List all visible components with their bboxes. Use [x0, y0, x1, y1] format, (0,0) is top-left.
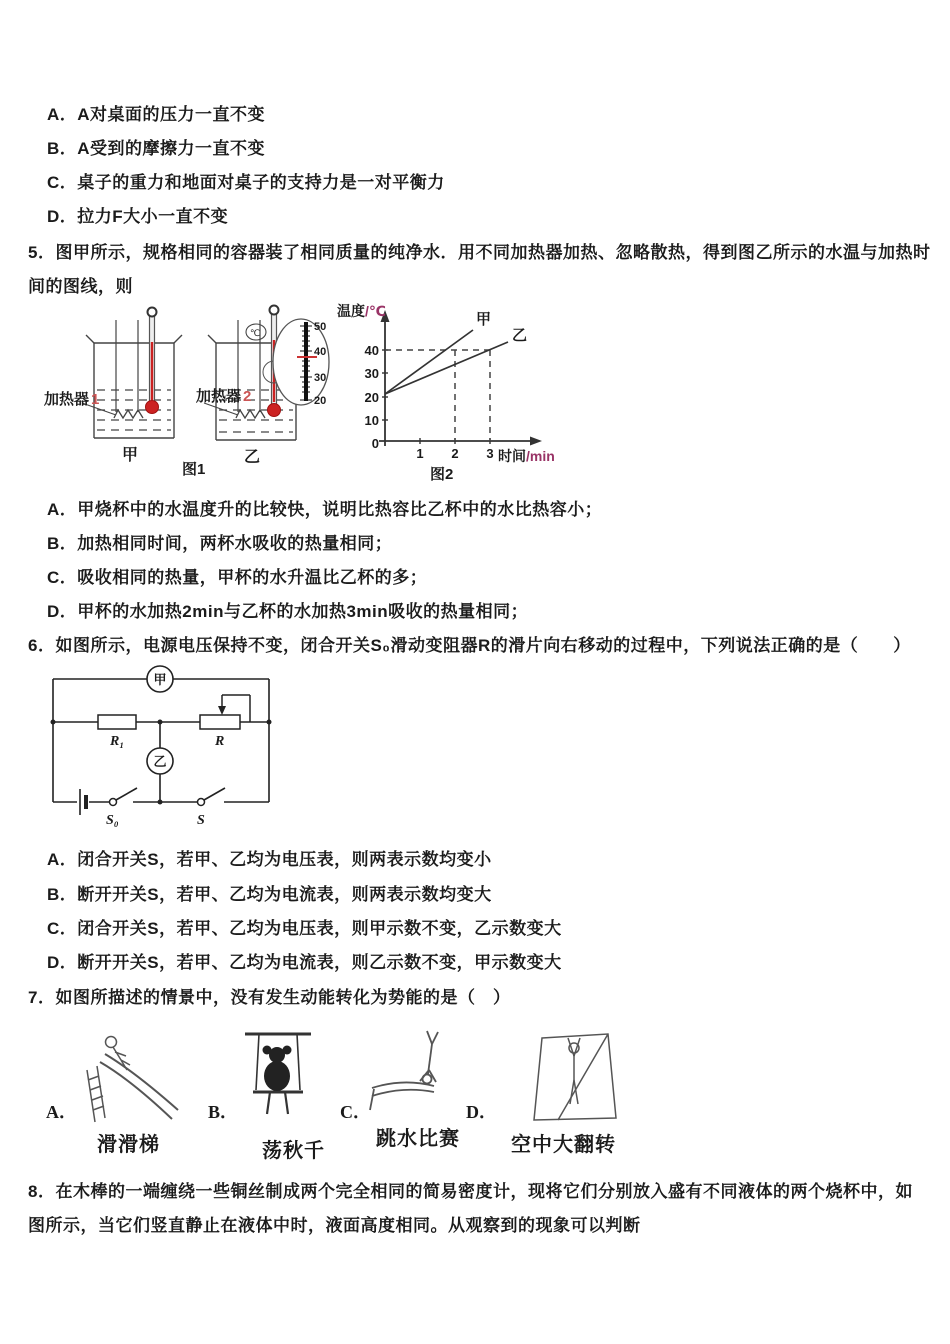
heater-coil — [236, 410, 265, 418]
scale-20: 20 — [314, 395, 327, 407]
x-axis-arrow — [530, 437, 542, 446]
xtick-1: 1 — [416, 446, 424, 461]
switch-s — [198, 788, 226, 806]
q7-letter-a: A． — [46, 1102, 77, 1122]
switch-s-label: S — [197, 813, 205, 828]
bubble-degree-label: ℃ — [250, 328, 261, 338]
resistor-r1-label: R₁ — [110, 734, 125, 749]
q6-option-c: C．闭合开关S，若甲、乙均为电压表，则甲示数不变，乙示数变大 — [47, 919, 562, 938]
q8-stem-line1: 8．在木棒的一端缠绕一些铜丝制成两个完全相同的简易密度计，现将它们分别放入盛有不同液体的两个烧杯中，如 — [28, 1182, 913, 1201]
q4-option-d: D．拉力F大小一直不变 — [47, 207, 229, 226]
q7-letter-c: C． — [340, 1102, 371, 1122]
slide-illustration — [75, 1032, 185, 1127]
water-dashes — [97, 390, 171, 430]
q4-option-a: A．A对桌面的压力一直不变 — [47, 105, 266, 124]
flip-illustration — [528, 1028, 620, 1128]
x-axis-title: 时间/min — [498, 448, 555, 464]
svg-text:甲: 甲 — [153, 672, 167, 687]
q5-stem-line2: 间的图线，则 — [28, 277, 133, 296]
figure2-temperature-graph — [335, 300, 570, 485]
q4-option-c: C．桌子的重力和地面对桌子的支持力是一对平衡力 — [47, 173, 445, 192]
ytick-10: 10 — [364, 413, 379, 428]
svg-text:乙: 乙 — [153, 754, 167, 769]
xtick-2: 2 — [451, 446, 459, 461]
scale-50: 50 — [314, 321, 327, 333]
figure1-beakers-diagram — [40, 300, 350, 480]
scale-30: 30 — [314, 372, 327, 384]
series-yi-label: 乙 — [512, 327, 528, 344]
figure2-caption: 图2 — [430, 466, 454, 483]
xtick-3: 3 — [486, 446, 494, 461]
ytick-20: 20 — [364, 390, 379, 405]
beaker-jia-label: 甲 — [122, 447, 139, 464]
heater-coil — [114, 410, 143, 418]
ytick-0: 0 — [371, 436, 379, 451]
thermometer-magnifier — [273, 319, 329, 407]
figure1-caption: 图1 — [182, 461, 206, 478]
q5-option-a: A．甲烧杯中的水温度升的比较快，说明比热容比乙杯中的水比热容小； — [47, 500, 603, 519]
caption-flip: 空中大翻转 — [511, 1134, 616, 1156]
dashed-guides — [385, 350, 490, 441]
q5-option-d: D．甲杯的水加热2min与乙杯的水加热3min吸收的热量相同； — [47, 602, 529, 621]
slider-arrow — [218, 706, 226, 715]
switch-s0-label: S₀ — [106, 813, 119, 828]
diving-illustration — [368, 1026, 453, 1124]
beaker-jia — [82, 320, 182, 438]
q6-stem: 6．如图所示，电源电压保持不变，闭合开关S₀滑动变阻器R的滑片向右移动的过程中，下列说法正确的是（ ） — [28, 636, 911, 655]
q7-letter-d: D． — [466, 1102, 497, 1122]
q6-option-a: A．闭合开关S，若甲、乙均为电压表，则两表示数均变小 — [47, 850, 492, 869]
swing-illustration — [243, 1028, 315, 1128]
q6-option-b: B．断开开关S，若甲、乙均为电流表，则两表示数均变大 — [47, 885, 492, 904]
series-jia-label: 甲 — [476, 311, 492, 328]
rheostat-r — [200, 715, 240, 729]
meter-jia — [147, 666, 173, 692]
q6-option-d: D．断开开关S，若甲、乙均为电流表，则乙示数不变，甲示数变大 — [47, 953, 562, 972]
q5-stem-line1: 5．图甲所示，规格相同的容器装了相同质量的纯净水．用不同加热器加热、忽略散热，得到图乙所示的水温与加热时 — [28, 243, 931, 262]
heater2-label: 加热器 2 — [196, 388, 252, 405]
battery — [80, 789, 86, 815]
circuit-diagram — [40, 665, 290, 835]
q7-letter-b: B． — [208, 1102, 239, 1122]
q4-option-b: B．A受到的摩擦力一直不变 — [47, 139, 266, 158]
ytick-30: 30 — [364, 366, 379, 381]
scale-40: 40 — [314, 346, 327, 358]
rheostat-r-label: R — [215, 734, 225, 749]
q5-option-c: C．吸收相同的热量，甲杯的水升温比乙杯的多； — [47, 568, 428, 587]
resistor-r1 — [98, 715, 136, 729]
ytick-40: 40 — [364, 343, 379, 358]
q8-stem-line2: 图所示，当它们竖直静止在液体中时，液面高度相同。从观察到的现象可以判断 — [28, 1216, 641, 1235]
caption-swing: 荡秋千 — [262, 1140, 325, 1162]
switch-s0 — [110, 788, 138, 806]
meter-yi — [147, 748, 173, 774]
thermometer-jia — [146, 308, 159, 414]
q7-stem: 7．如图所描述的情景中，没有发生动能转化为势能的是（ ） — [28, 988, 511, 1007]
beaker-yi-label: 乙 — [244, 449, 261, 466]
heater1-label: 加热器 1 — [44, 391, 100, 408]
caption-slide: 滑滑梯 — [97, 1134, 160, 1156]
y-axis-title: 温度/℃ — [337, 303, 386, 319]
q5-option-b: B．加热相同时间，两杯水吸收的热量相同； — [47, 534, 393, 553]
caption-diving: 跳水比赛 — [376, 1128, 460, 1150]
